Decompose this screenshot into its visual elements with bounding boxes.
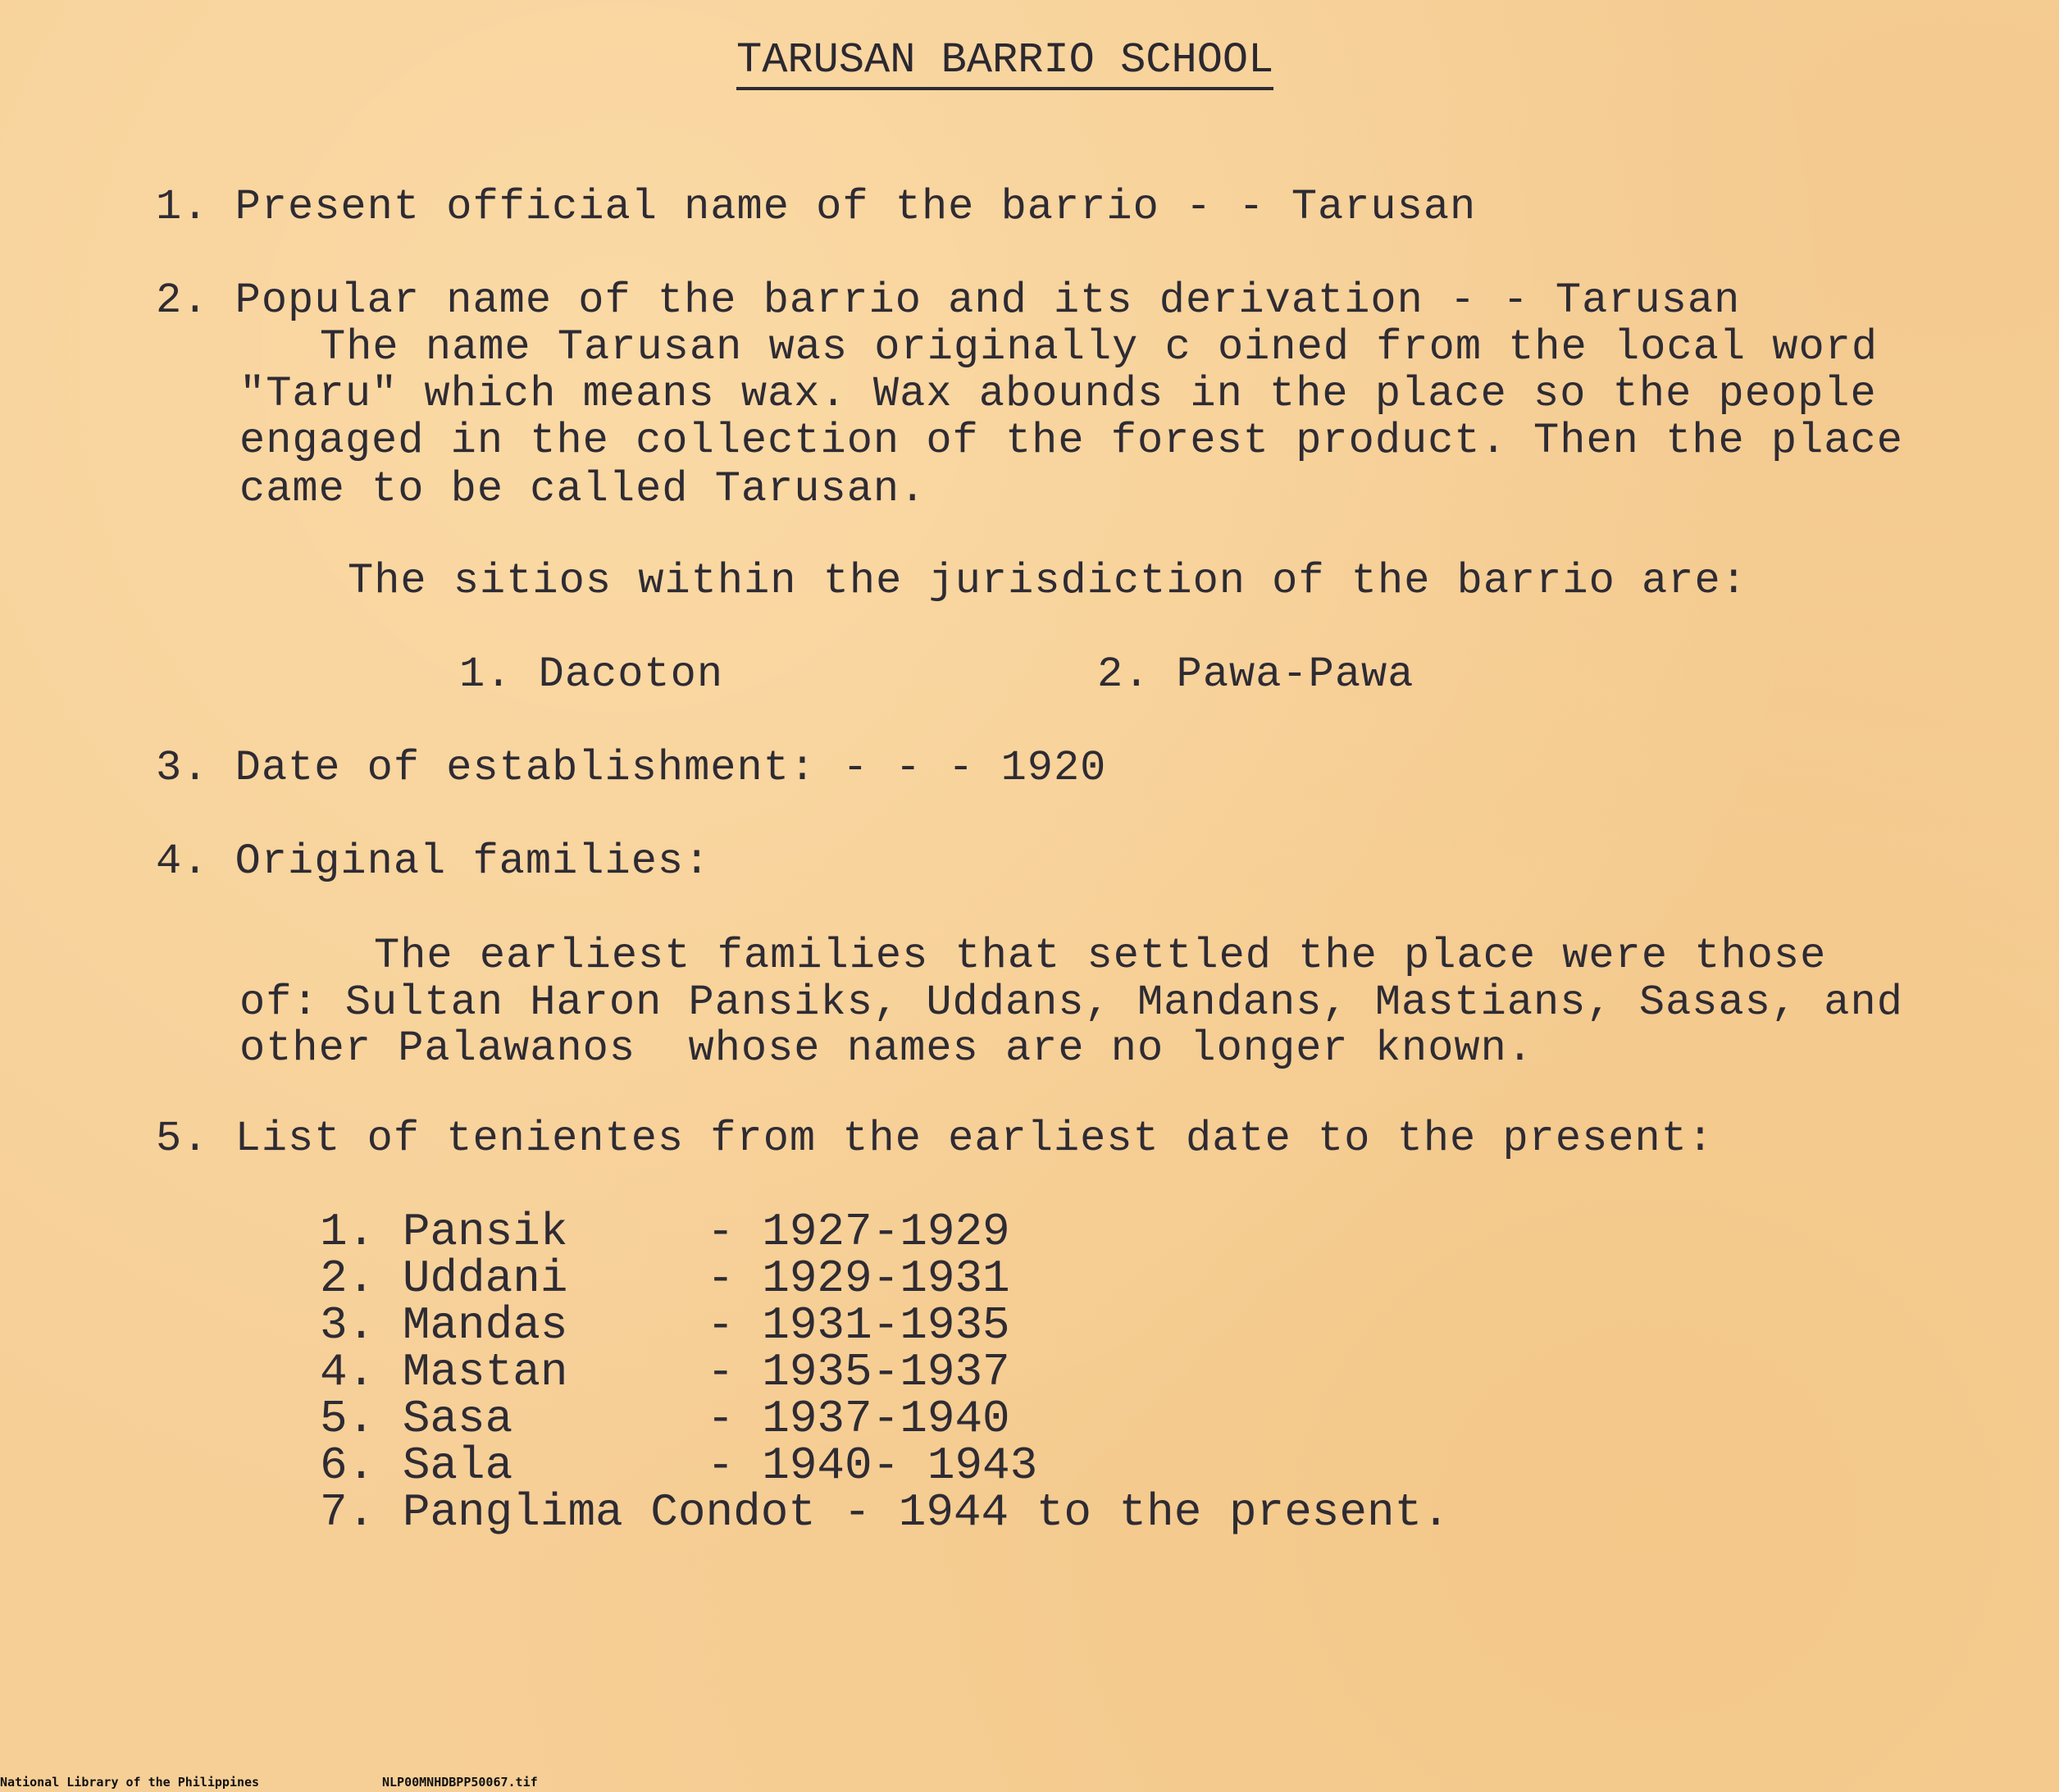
item-4-line-3: other Palawanos whose names are no longer known. bbox=[239, 1024, 1534, 1073]
teniente-name: 6. Sala bbox=[320, 1439, 513, 1492]
teniente-term: - 1929-1931 bbox=[707, 1252, 1010, 1305]
page-title: TARUSAN BARRIO SCHOOL bbox=[736, 36, 1273, 90]
footer-library: National Library of the Philippines bbox=[0, 1775, 260, 1790]
teniente-name: 2. Uddani bbox=[320, 1252, 568, 1305]
teniente-name: 5. Sasa bbox=[320, 1393, 513, 1445]
teniente-last: 7. Panglima Condot - 1944 to the present. bbox=[320, 1486, 1450, 1539]
item-2-line-3: engaged in the collection of the forest product. Then the place bbox=[239, 417, 1903, 465]
item-4-heading: 4. Original families: bbox=[156, 837, 711, 886]
item-4-line-2: of: Sultan Haron Pansiks, Uddans, Mandans, Mastians, Sasas, and bbox=[239, 978, 1903, 1027]
item-4-line-1: The earliest families that settled the place were those bbox=[374, 932, 1827, 980]
sitios-intro: The sitios within the jurisdiction of the barrio are: bbox=[348, 557, 1747, 605]
item-5-heading: 5. List of tenientes from the earliest date to the present: bbox=[156, 1115, 1715, 1163]
sitio-2: 2. Pawa-Pawa bbox=[1097, 650, 1414, 699]
footer-filename: NLP00MNHDBPP50067.tif bbox=[382, 1775, 538, 1790]
teniente-term: - 1940- 1943 bbox=[707, 1439, 1038, 1492]
teniente-term: - 1937-1940 bbox=[707, 1393, 1010, 1445]
item-1-official-name: 1. Present official name of the barrio - - Tarusan bbox=[156, 183, 1477, 231]
item-2-line-2: "Taru" which means wax. Wax abounds in the place so the people bbox=[239, 370, 1877, 418]
teniente-name: 1. Pansik bbox=[320, 1206, 568, 1258]
item-2-line-1: The name Tarusan was originally c oined from the local word bbox=[320, 323, 1879, 372]
teniente-term: - 1931-1935 bbox=[707, 1299, 1010, 1352]
item-2-line-4: came to be called Tarusan. bbox=[239, 465, 927, 513]
teniente-term: - 1935-1937 bbox=[707, 1346, 1010, 1398]
sitio-1: 1. Dacoton bbox=[459, 650, 724, 699]
teniente-name: 3. Mandas bbox=[320, 1299, 568, 1352]
item-3-establishment: 3. Date of establishment: - - - 1920 bbox=[156, 744, 1107, 792]
teniente-term: - 1927-1929 bbox=[707, 1206, 1010, 1258]
teniente-name: 4. Mastan bbox=[320, 1346, 568, 1398]
item-2-heading: 2. Popular name of the barrio and its derivation - - Tarusan bbox=[156, 276, 1741, 325]
